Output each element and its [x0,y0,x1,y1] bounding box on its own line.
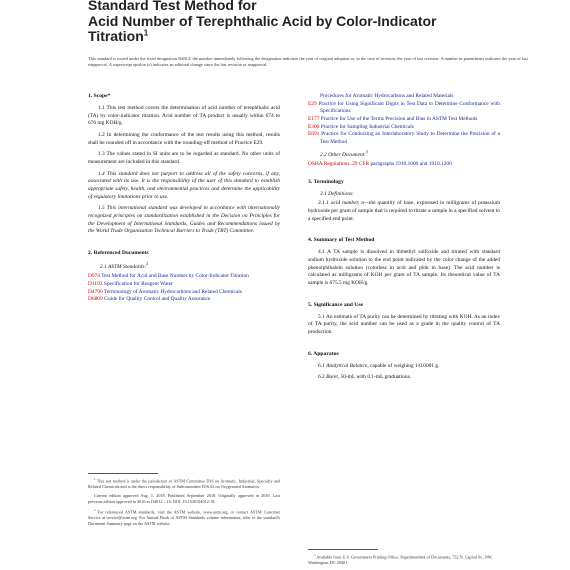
ref-continued[interactable]: Procedures for Aromatic Hydrocarbons and Related Materials [320,93,454,99]
section-2-heading: 2. Referenced Documents [88,250,149,257]
ref-item[interactable]: D6809 Guide for Quality Control and Quality Assurance [88,296,211,303]
footnote-1b: Current edition approved Aug. 1, 2018. Published September 2018. Originally approved in 2010. Last previous edition approved in 2016 as D4012 – 16. DOI: 10.1520/D4012-18. [88,493,280,505]
ref-item[interactable]: D1193 Specification for Reagent Water [88,281,173,288]
section-1-heading: 1. Scope* [88,93,111,99]
para-1-3: 1.3 The values stated in SI units are to be regarded as standard. No other units of measurement are included in this standard. [88,151,280,165]
document-title [88,0,528,45]
right-column [308,93,500,386]
title-line-1: Standard Test Method for [88,0,257,13]
para-6-1: 6.1 Analytical Balance, capable of weighing 1/0.0001 g. [318,362,440,369]
para-1-2: 1.2 In determining the conformance of the test results using this method, results shall be rounded off in accordance with the rounding-off method of Practice E29. [88,131,280,146]
footnote-rule-right [308,549,378,550]
section-5-heading: 5. Significance and Use [308,301,364,308]
para-3-1-1: 3.1.1 acid number, n—the quantity of base, expressed in milligrams of potassium hydroxide per gram of sample that is required to titrate a sample in a specified solvent to a specified end point. [308,200,501,222]
para-1-1: 1.1 This test method covers the determination of acid number of terephthalic acid (TA) by color-indicator titration. Acid number of TA product is usually within 674 to 676 mg KOH/g. [88,104,280,127]
title-line-2: Acid Number of Terephthalic Acid by Color-Indicator [88,12,437,29]
other-document-line: 2.2 Other Document:$^3$ [320,149,368,158]
ref-item[interactable]: D4790 Terminology of Aromatic Hydrocarbons and Related Chemicals [88,288,242,295]
title-line-3: Titration$^1$ [88,28,149,45]
ref-item[interactable]: E691 Practice for Conducting an Interlaboratory Study to Determine the Precision of a Test Method [308,131,500,146]
ref-item[interactable]: D974 Test Method for Acid and Base Number by Color-Indicator Titration [88,273,249,280]
section-4-heading: 4. Summary of Test Method [308,237,375,244]
designation-notice: This standard is issued under the fixed designation D4012; the number immediately following the designation indicates the year of original adoption or, in the case of revision, the year of last revision. A number in parentheses indicates the year of last reapproval. A superscript epsilon (ε) indicates an editorial change since the last revision or reapproval. [88,56,528,67]
ref-item[interactable]: E177 Practice for Use of the Terms Precision and Bias in ASTM Test Methods [308,116,478,123]
footnote-2: $^2$ For referenced ASTM standards, visit the ASTM website, www.astm.org, or contact ASTM Customer Service at service@astm.org. For Annual Book of ASTM Standards volume information, refer to the standard's Document Summary page on the ASTM website. [88,507,280,527]
footnotes [88,477,280,530]
footnote-3: $^3$ Available from U.S. Government Printing Office, Superintendent of Documents, 732 N. Capitol St., NW, Washington, DC 20401. [308,553,493,566]
para-1-5: 1.5 This international standard was developed in accordance with internationally recognized principles on standardization established in the Decision on Principles for the Development of International Standards, Guides and Recommendations issued by the World Trade Organization Technical Barriers to Trade (TBT) Committee. [88,205,280,235]
title-footnote-mark: 1 [143,28,149,38]
para-6-2: 6.2 Buret, 50-mL with 0.1-mL graduations. [318,374,412,381]
footnote-1a: $^1$ This test method is under the jurisdiction of ASTM Committee D16 on Aromatic, Industrial, Specialty and Related Chemicals and is the direct responsibility of Subcommittee D16.02 on Oxygenated Aromatics. [88,477,280,490]
ref-item[interactable]: E300 Practice for Sampling Industrial Chemicals [308,123,414,130]
definitions-line: 3.1 Definitions: [320,190,354,197]
astm-standards-line: 2.1 ASTM Standards:$^2$ [100,261,149,270]
osha-ref[interactable]: OSHA Regulations, 29 CFR paragraphs 1910.1000 and 1910.1200 [308,161,452,168]
para-1-4: 1.4 This standard does not purport to address all of the safety concerns, if any, associated with its use. It is the responsibility of the user of this standard to establish appropriate safety, health, and environmental practices and determine the applicability of regulatory limitations prior to use. [88,170,280,200]
section-6-heading: 6. Apparatus [308,350,339,357]
footnote-rule [88,473,158,474]
para-5-1: 5.1 An estimate of TA purity can be determined by titrating with KOH. As an index of TA purity, the acid number can be used as a grade in the quality control of TA production. [308,313,500,336]
para-4-1: 4.1 A TA sample is dissolved in dimethyl sulfoxide and titrated with standard sodium hydroxide solution to the end point indicated by the color change of the added phenolphthalein solution (colorless in acid and pink in base). The acid number is calculated as milligrams of KOH per gram of TA sample. Its theoretical value of TA sample is 675.5 mg KOH/g. [308,249,500,287]
left-column [88,93,280,304]
section-3-heading: 3. Terminology [308,178,344,185]
ref-item[interactable]: E29 Practice for Using Significant Digits in Test Data to Determine Conformance with Specifications [308,100,500,115]
